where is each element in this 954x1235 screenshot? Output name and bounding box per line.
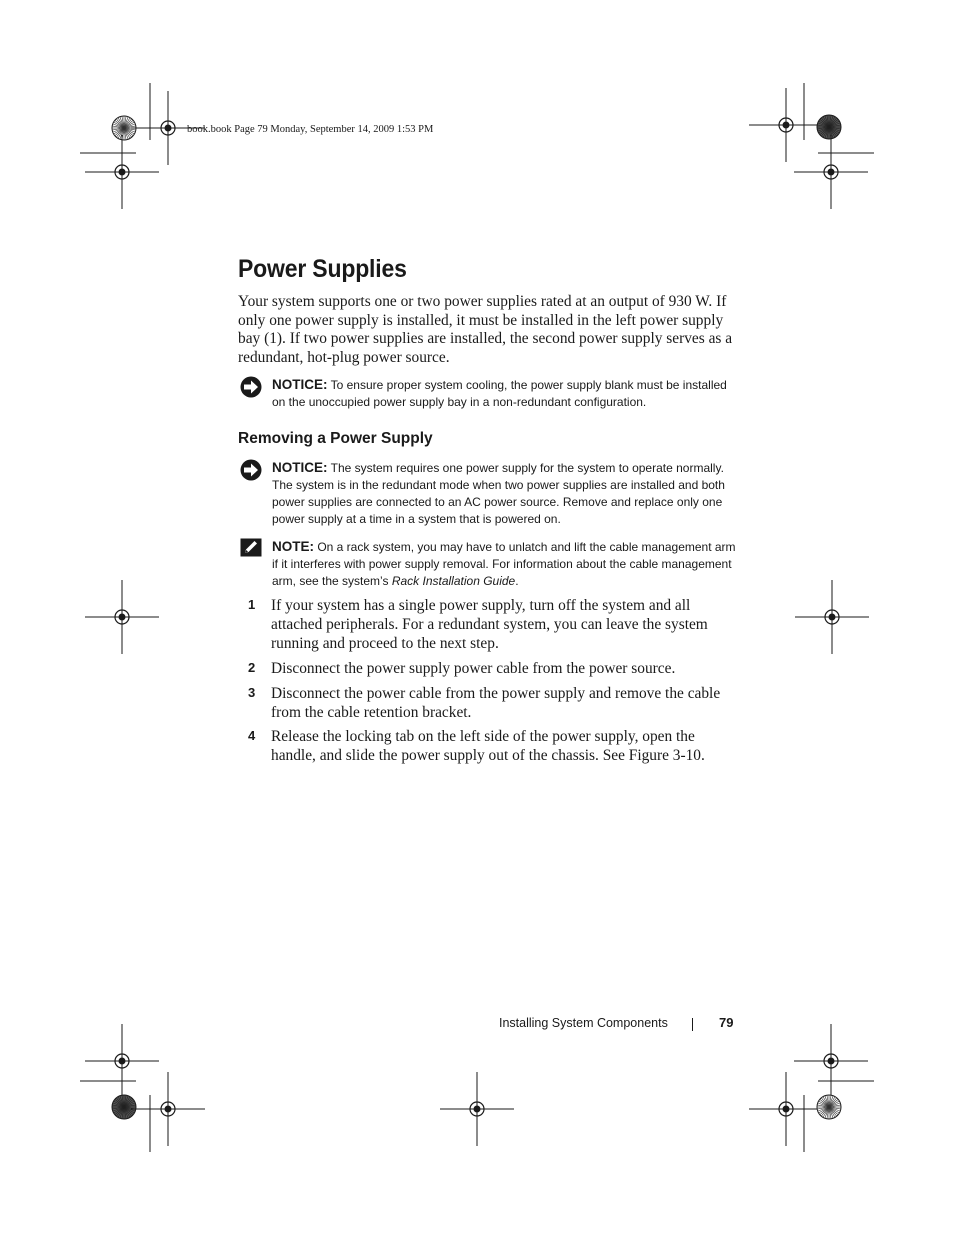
step-text: Disconnect the power supply power cable from the power source. [271,660,676,677]
footer-section: Installing System Components [499,1016,668,1030]
step-text: Disconnect the power cable from the power supply and remove the cable from the cable retention bracket. [271,685,721,721]
registration-star [817,1095,841,1119]
notice-label: NOTICE: [272,460,328,475]
step-number: 4 [248,728,256,743]
step-number: 3 [248,685,256,700]
note-end: . [515,574,519,588]
note-text [272,538,742,590]
note-label: NOTE: [272,539,314,554]
step-text: Release the locking tab on the left side of the power supply, open the handle, and slide the power supply out of the chassis. See Figure 3-10. [271,728,705,764]
notice-label: NOTICE: [272,377,328,392]
step-number: 1 [248,597,256,612]
page-slug: book.book Page 79 Monday, September 14, 2009 1:53 PM [187,124,434,135]
notice-text-1 [272,376,742,411]
page-title: Power Supplies [238,255,407,283]
notice-text-2 [272,459,742,528]
section-heading: Removing a Power Supply [238,430,433,447]
intro-paragraph: Your system supports one or two power supplies rated at an output of 930 W. If only one power supply is installed, it must be installed in the left power supply bay (1). If two power supplies are installed, the second power supply serves as a redundant, hot-plug power source. [238,293,733,366]
footer-divider [692,1018,693,1031]
step-number: 2 [248,660,256,675]
notice-body: The system requires one power supply for the system to operate normally. The system is in the redundant mode when two power supplies are installed and both power supplies are connected to an AC power source. Remove and replace only one power supply at a time in a system that is powered on. [272,461,725,526]
notice-body: To ensure proper system cooling, the power supply blank must be installed on the unoccupied power supply bay in a non-redundant configuration. [272,378,727,409]
page-number: 79 [719,1015,734,1030]
registration-star [817,115,841,139]
guide-title: Rack Installation Guide [391,574,516,588]
note-body: On a rack system, you may have to unlatch and lift the cable management arm if it interferes with power supply removal. For information about the cable management arm, see the system’s [272,540,736,588]
registration-star [112,1095,136,1119]
notice-arrow-icon [240,376,262,398]
note-pencil-icon [240,538,262,560]
step-text: If your system has a single power supply, turn off the system and all attached peripherals. For a redundant system, you can leave the system running and proceed to the next step. [271,597,708,652]
notice-arrow-icon [240,459,262,481]
